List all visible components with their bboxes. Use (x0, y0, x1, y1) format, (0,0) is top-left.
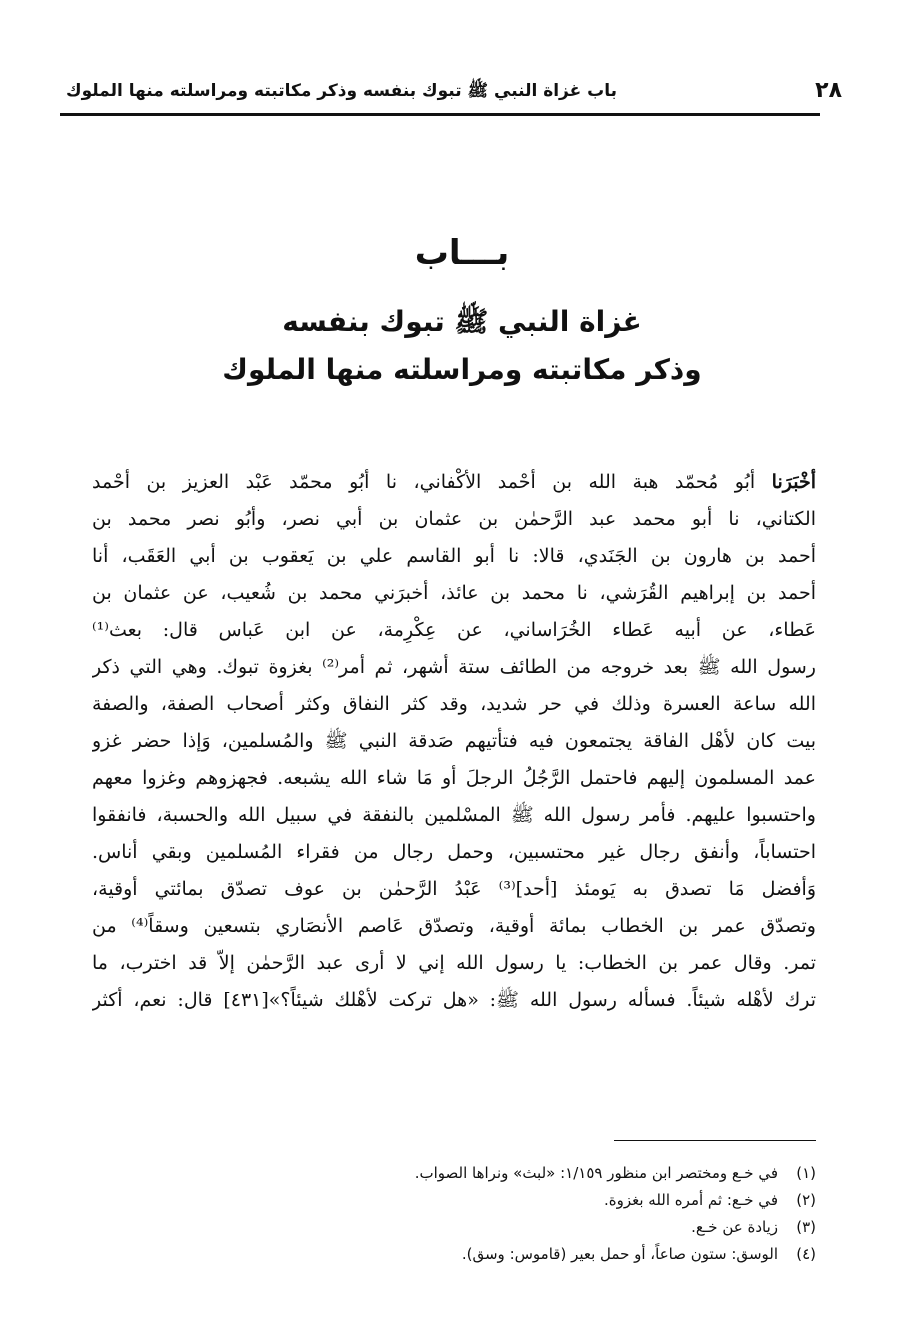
footnote (92, 1160, 816, 1187)
body-line (92, 464, 816, 501)
page-number: ٢٨ (815, 78, 842, 103)
footnotes (92, 1160, 816, 1268)
footnote-number: (١) (796, 1164, 816, 1182)
body-line: رسول الله ﷺ بعد خروجه من الطائف ستة أشهر، ثم أمر⁽²⁾ بغزوة تبوك. وهي التي ذكر (92, 656, 816, 678)
body-line: الله ساعة العسرة وذلك في حر شديد، وقد كثر النفاق وكثر أصحاب الصفة، والصفة (92, 693, 816, 715)
running-header (60, 74, 850, 114)
chapter-heading (100, 228, 824, 392)
body-line: أحمد بن هارون بن الجَنَدي، قالا: نا أبو القاسم علي بن يَعقوب بن أبي العَقَب، أنا (92, 545, 816, 567)
body-line: ترك لأهْله شيئاً. فسأله رسول الله ﷺ: «هل تركت لأهْلك شيئاً؟»[٤٣١] قال: نعم، أكثر (92, 989, 816, 1011)
lead-word: أخْبَرَنا (771, 471, 816, 493)
footnote (92, 1214, 816, 1241)
body-line: واحتسبوا عليهم. فأمر رسول الله ﷺ المسْلمين بالنفقة في سبيل الله والحسبة، فانفقوا (92, 804, 816, 826)
footnote-number: (٤) (796, 1245, 816, 1263)
footnote-number: (٣) (796, 1218, 816, 1236)
footnote-text: في خـع ومختصر ابن منظور ١/١٥٩: «لبث» ونراها الصواب. (414, 1164, 778, 1182)
header-divider (60, 113, 820, 116)
body-line: احتساباً، وأنفق رجال غير محتسبين، وحمل رجال من فقراء المُسلمين وبقي أناس. (92, 841, 816, 863)
body-line: الكتاني، نا أبو محمد عبد الرَّحمٰن بن عثمان بن أبي نصر، وأبُو نصر محمد بن (92, 508, 816, 530)
chapter-title-line-2: وذكر مكاتبته ومراسلته منها الملوك (222, 353, 702, 386)
body-line: أحمد بن إبراهيم القُرَشي، نا محمد بن عائذ، أخبرَني محمد بن شُعيب، عن عثمان بن (92, 582, 816, 604)
footnote (92, 1187, 816, 1214)
footnote-text: في خـع: ثم أمره الله بغزوة. (603, 1191, 778, 1209)
body-line-text: أبُو مُحمّد هبة الله بن أحْمد الأكْفاني، نا أبُو محمّد عَبْد العزيز بن أحْمد (92, 471, 772, 493)
body-line: وتصدّق عمر بن الخطاب بمائة أوقية، وتصدّق عَاصم الأنصَاري بتسعين وسقاً⁽⁴⁾ من (92, 915, 816, 937)
body-line: عمد المسلمون إليهم فاحتمل الرَّجُلُ الرجلَ أو مَا شاء الله يشبعه. فجهزوهم وغزوا معهم (92, 767, 816, 789)
running-header-title: باب غزاة النبي ﷺ تبوك بنفسه وذكر مكاتبته ومراسلته منها الملوك (66, 81, 618, 101)
body-text (92, 464, 816, 1019)
body-line: عَطاء، عن أبيه عَطاء الخُرَاساني، عن عِكْرِمة، عن ابن عَباس قال: بعث⁽¹⁾ (92, 619, 816, 641)
body-line: وَأفضل مَا تصدق به يَومئذ [أحد]⁽³⁾ عَبْدُ الرَّحمٰن بن عوف تصدّق بمائتي أوقية، (92, 878, 816, 900)
footnote-divider (614, 1140, 816, 1141)
body-line: بيت كان لأهْل الفاقة يجتمعون فيه فتأتيهم صَدقة النبي ﷺ والمُسلمين، وَإذا حضر غزو (92, 730, 816, 752)
footnote-text: زيادة عن خـع. (691, 1218, 778, 1236)
footnote (92, 1241, 816, 1268)
chapter-title-line-1: غزاة النبي ﷺ تبوك بنفسه (282, 305, 642, 338)
footnote-text: الوسق: ستون صاعاً، أو حمل بعير (قاموس: وسق). (461, 1245, 778, 1263)
chapter-label: بـــاب (414, 233, 510, 273)
body-line: تمر. وقال عمر بن الخطاب: يا رسول الله إني لا أرى عبد الرَّحمٰن إلاّ قد اخترب، ما (92, 952, 816, 974)
footnote-number: (٢) (796, 1191, 816, 1209)
